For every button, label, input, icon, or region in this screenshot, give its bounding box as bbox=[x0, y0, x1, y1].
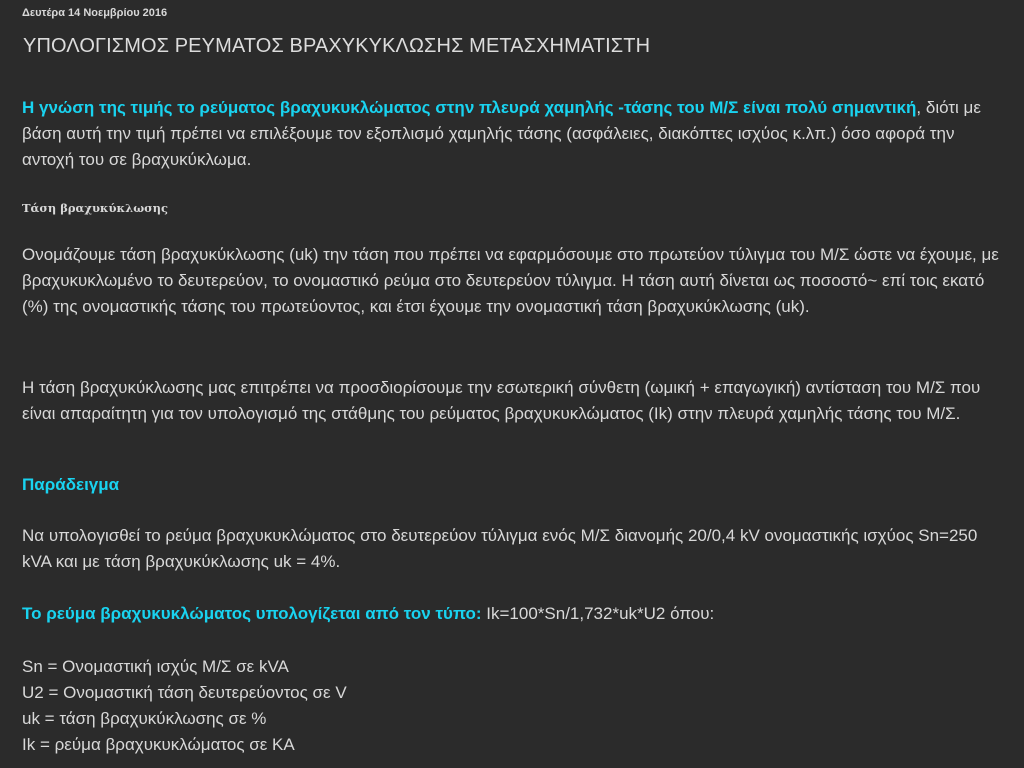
intro-paragraph bbox=[22, 95, 1007, 173]
intro-rest: , διότι με βάση αυτή την τιμή πρέπει να επιλέξουμε τον εξοπλισμό χαμηλής τάσης (ασφάλειες, διακόπτες ισχύος κ.λπ.) όσο αφορά την αντοχή του σε βραχυκύκλωμα. bbox=[22, 98, 981, 169]
definition-ik: Ik = ρεύμα βραχυκυκλώματος σε ΚΑ bbox=[22, 735, 295, 754]
definition-uk: uk = τάση βραχυκύκλωσης σε % bbox=[22, 709, 267, 728]
post-date: Δευτέρα 14 Νοεμβρίου 2016 bbox=[22, 7, 168, 19]
formula-line bbox=[22, 601, 1007, 627]
example-heading: Παράδειγμα bbox=[22, 475, 120, 494]
definition-sn: Sn = Ονομαστική ισχύς Μ/Σ σε kVA bbox=[22, 657, 289, 676]
intro-highlight: Η γνώση της τιμής το ρεύματος βραχυκυκλώματος στην πλευρά χαμηλής -τάσης του Μ/Σ είναι πολύ σημαντική bbox=[22, 98, 917, 117]
section-subheading: Τάση βραχυκύκλωσης bbox=[22, 201, 169, 215]
formula-text: Ik=100*Sn/1,732*uk*U2 όπου: bbox=[481, 604, 715, 623]
formula-label: Το ρεύμα βραχυκυκλώματος υπολογίζεται από τον τύπο: bbox=[22, 604, 482, 623]
uk-definition-paragraph: Ονομάζουμε τάση βραχυκύκλωσης (uk) την τάση που πρέπει να εφαρμόσουμε στο πρωτεύον τύλιγμα του Μ/Σ ώστε να έχουμε, με βραχυκυκλωμένο το δευτερεύον, το ονομαστικό ρεύμα στο δευτερεύον τύλιγμα. Η τάση αυτή δίνεται ως ποσοστό~ επί τοις εκατό (%) της ονομαστικής τάσης του πρωτεύοντος, και έτσι έχουμε την ονομαστική τάση βραχυκύκλωσης (uk). bbox=[22, 245, 999, 316]
impedance-paragraph: Η τάση βραχυκύκλωσης μας επιτρέπει να προσδιορίσουμε την εσωτερική σύνθετη (ωμική + επαγωγική) αντίσταση του Μ/Σ που είναι απαραίτητη για τον υπολογισμό της στάθμης του ρεύματος βραχυκυκλώματος (Ik) στην πλευρά χαμηλής τάσης του Μ/Σ. bbox=[22, 378, 981, 423]
example-paragraph: Να υπολογισθεί το ρεύμα βραχυκυκλώματος στο δευτερεύον τύλιγμα ενός Μ/Σ διανομής 20/0,4 kV ονομαστικής ισχύος Sn=250 kVA και με τάση βραχυκύκλωσης uk = 4%. bbox=[22, 526, 978, 571]
definition-u2: U2 = Ονομαστική τάση δευτερεύοντος σε V bbox=[22, 683, 347, 702]
post-title[interactable]: ΥΠΟΛΟΓΙΣΜΟΣ ΡΕΥΜΑΤΟΣ ΒΡΑΧΥΚΥΚΛΩΣΗΣ ΜΕΤΑΣΧΗΜΑΤΙΣΤΗ bbox=[23, 35, 651, 57]
